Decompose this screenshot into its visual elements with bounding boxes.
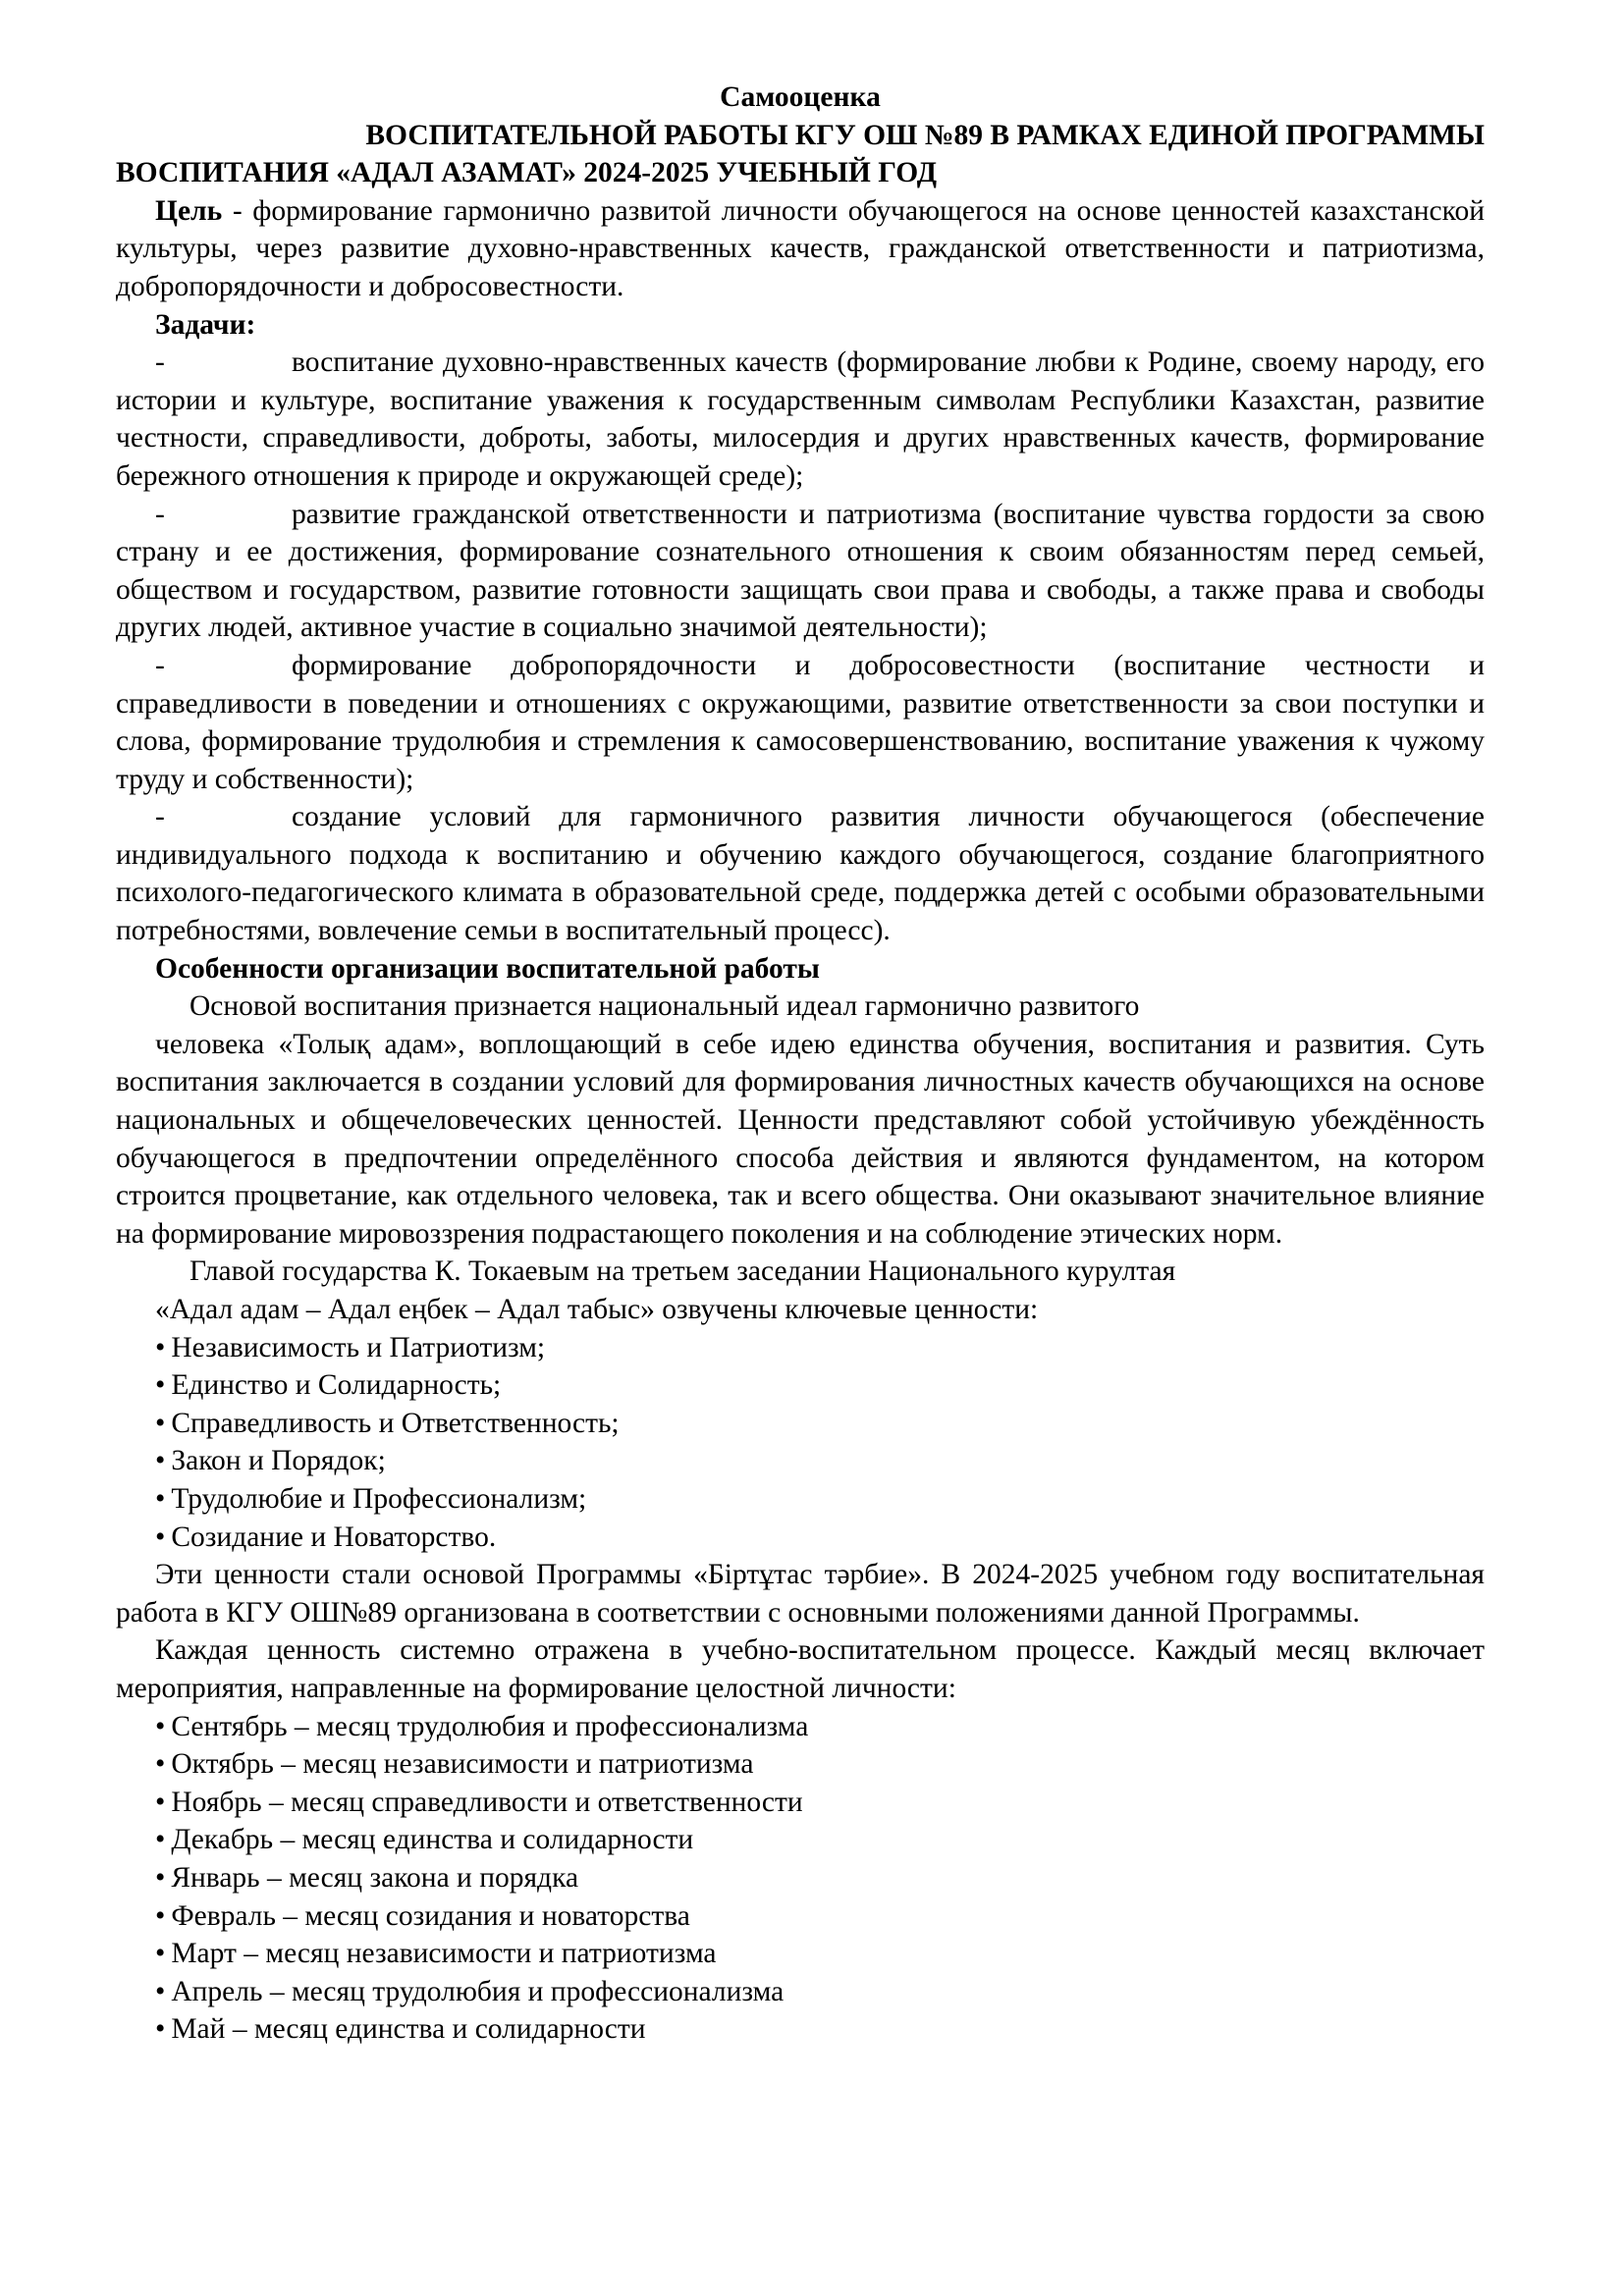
months-list (116, 1708, 1485, 2049)
goal-text: - формирование гармонично развитой личности обучающегося на основе ценностей казахстанской культуры, через развитие духовно-нравственных качеств, гражданской ответственности и патриотизма, добропорядочности и добросовестности. (116, 194, 1485, 302)
goal-label: Цель (155, 194, 223, 227)
document-title: Самооценка (720, 81, 881, 113)
list-item: • Март – месяц независимости и патриотизма (155, 1938, 717, 1970)
list-item: • Апрель – месяц трудолюбия и профессионализма (155, 1975, 785, 2007)
list-item: • Октябрь – месяц независимости и патриотизма (155, 1748, 754, 1781)
list-item: • Ноябрь – месяц справедливости и ответственности (155, 1786, 803, 1818)
list-item: • Февраль – месяц созидания и новаторства (155, 1899, 690, 1932)
bullet-icon: • (155, 1521, 166, 1553)
features-para4: Каждая ценность системно отражена в учебно-воспитательном процессе. Каждый месяц включает мероприятия, направленные на формирование целостной личности: (116, 1634, 1485, 1704)
task-text: формирование добропорядочности и добросовестности (воспитание честности и справедливости в поведении и отношениях с окружающими, развитие ответственности за свои поступки и слова, формирование трудолюбия и стремления к самосовершенствованию, воспитание уважения к чужому труду и собственности); (116, 649, 1485, 795)
task-item (116, 344, 1485, 495)
task-text: развитие гражданской ответственности и патриотизма (воспитание чувства гордости за свою страну и ее достижения, формирование сознательного отношения к своим обязанностям перед семьей, обществом и государством, развитие готовности защищать свои права и свободы, а также права и свободы других людей, активное участие в социально значимой деятельности); (116, 498, 1485, 644)
bullet-icon: • (155, 1748, 166, 1781)
dash-marker: - (155, 649, 165, 681)
task-item (116, 496, 1485, 647)
values-list (116, 1329, 1485, 1557)
list-item: • Январь – месяц закона и порядка (155, 1861, 579, 1894)
features-para1-line1: Основой воспитания признается национальный идеал гармонично развитого (189, 990, 1140, 1023)
bullet-icon: • (155, 1331, 166, 1363)
list-item: • Декабрь – месяц единства и солидарности (155, 1824, 694, 1856)
bullet-icon: • (155, 1899, 166, 1932)
dash-marker: - (155, 498, 165, 530)
tasks-heading: Задачи: (155, 308, 256, 341)
goal-paragraph (116, 192, 1485, 306)
bullet-icon: • (155, 1975, 166, 2007)
task-item (116, 798, 1485, 949)
dash-marker: - (155, 347, 165, 379)
bullet-icon: • (155, 1710, 166, 1742)
task-text: воспитание духовно-нравственных качеств (формирование любви к Родине, своему народу, его истории и культуре, воспитание уважения к государственным символам Республики Казахстан, развитие честности, справедливости, доброты, заботы, милосердия и других нравственных качеств, формирование бережного отношения к природе и окружающей среде); (116, 347, 1485, 492)
bullet-icon: • (155, 1861, 166, 1894)
task-text: создание условий для гармоничного развития личности обучающегося (обеспечение индивидуального подхода к воспитанию и обучению каждого обучающегося, создание благоприятного психолого-педагогического климата в образовательной среде, поддержка детей с особыми образовательными потребностями, вовлечение семьи в воспитательный процесс). (116, 801, 1485, 947)
bullet-icon: • (155, 1445, 166, 1477)
task-item (116, 647, 1485, 798)
features-para2-line1: Главой государства К. Токаевым на третьем заседании Национального курултая (189, 1255, 1176, 1288)
document-subtitle-line2: ВОСПИТАНИЯ «АДАЛ АЗАМАТ» 2024-2025 УЧЕБНЫЙ ГОД (116, 157, 938, 189)
document-page (116, 79, 1485, 2049)
list-item: • Созидание и Новаторство. (155, 1521, 497, 1553)
bullet-icon: • (155, 2013, 166, 2046)
list-item: • Единство и Солидарность; (155, 1369, 502, 1402)
bullet-icon: • (155, 1482, 166, 1515)
document-subtitle-line1: ВОСПИТАТЕЛЬНОЙ РАБОТЫ КГУ ОШ №89 В РАМКАХ ЕДИНОЙ ПРОГРАММЫ (365, 119, 1485, 151)
features-heading: Особенности организации воспитательной работы (155, 952, 820, 985)
list-item: • Справедливость и Ответственность; (155, 1407, 620, 1439)
features-para3: Эти ценности стали основой Программы «Біртұтас тәрбие». В 2024-2025 учебном году воспитательная работа в КГУ ОШ№89 организована в соответствии с основными положениями данной Программы. (116, 1559, 1485, 1629)
list-item: • Независимость и Патриотизм; (155, 1331, 546, 1363)
bullet-icon: • (155, 1369, 166, 1402)
list-item: • Закон и Порядок; (155, 1445, 386, 1477)
bullet-icon: • (155, 1824, 166, 1856)
list-item: • Май – месяц единства и солидарности (155, 2013, 646, 2046)
bullet-icon: • (155, 1407, 166, 1439)
list-item: • Сентябрь – месяц трудолюбия и профессионализма (155, 1710, 809, 1742)
features-para1-rest: человека «Толық адам», воплощающий в себе идею единства обучения, воспитания и развития. Суть воспитания заключается в создании условий для формирования личностных качеств обучающихся на основе национальных и общечеловеческих ценностей. Ценности представляют собой устойчивую убеждённость обучающегося в предпочтении определённого способа действия и являются фундаментом, на котором строится процветание, как отдельного человека, так и всего общества. Они оказывают значительное влияние на формирование мировоззрения подрастающего поколения и на соблюдение этических норм. (116, 1028, 1485, 1250)
features-para2-line2: «Адал адам – Адал еңбек – Адал табыс» озвучены ключевые ценности: (155, 1294, 1039, 1325)
bullet-icon: • (155, 1938, 166, 1970)
dash-marker: - (155, 801, 165, 833)
list-item: • Трудолюбие и Профессионализм; (155, 1482, 587, 1515)
bullet-icon: • (155, 1786, 166, 1818)
